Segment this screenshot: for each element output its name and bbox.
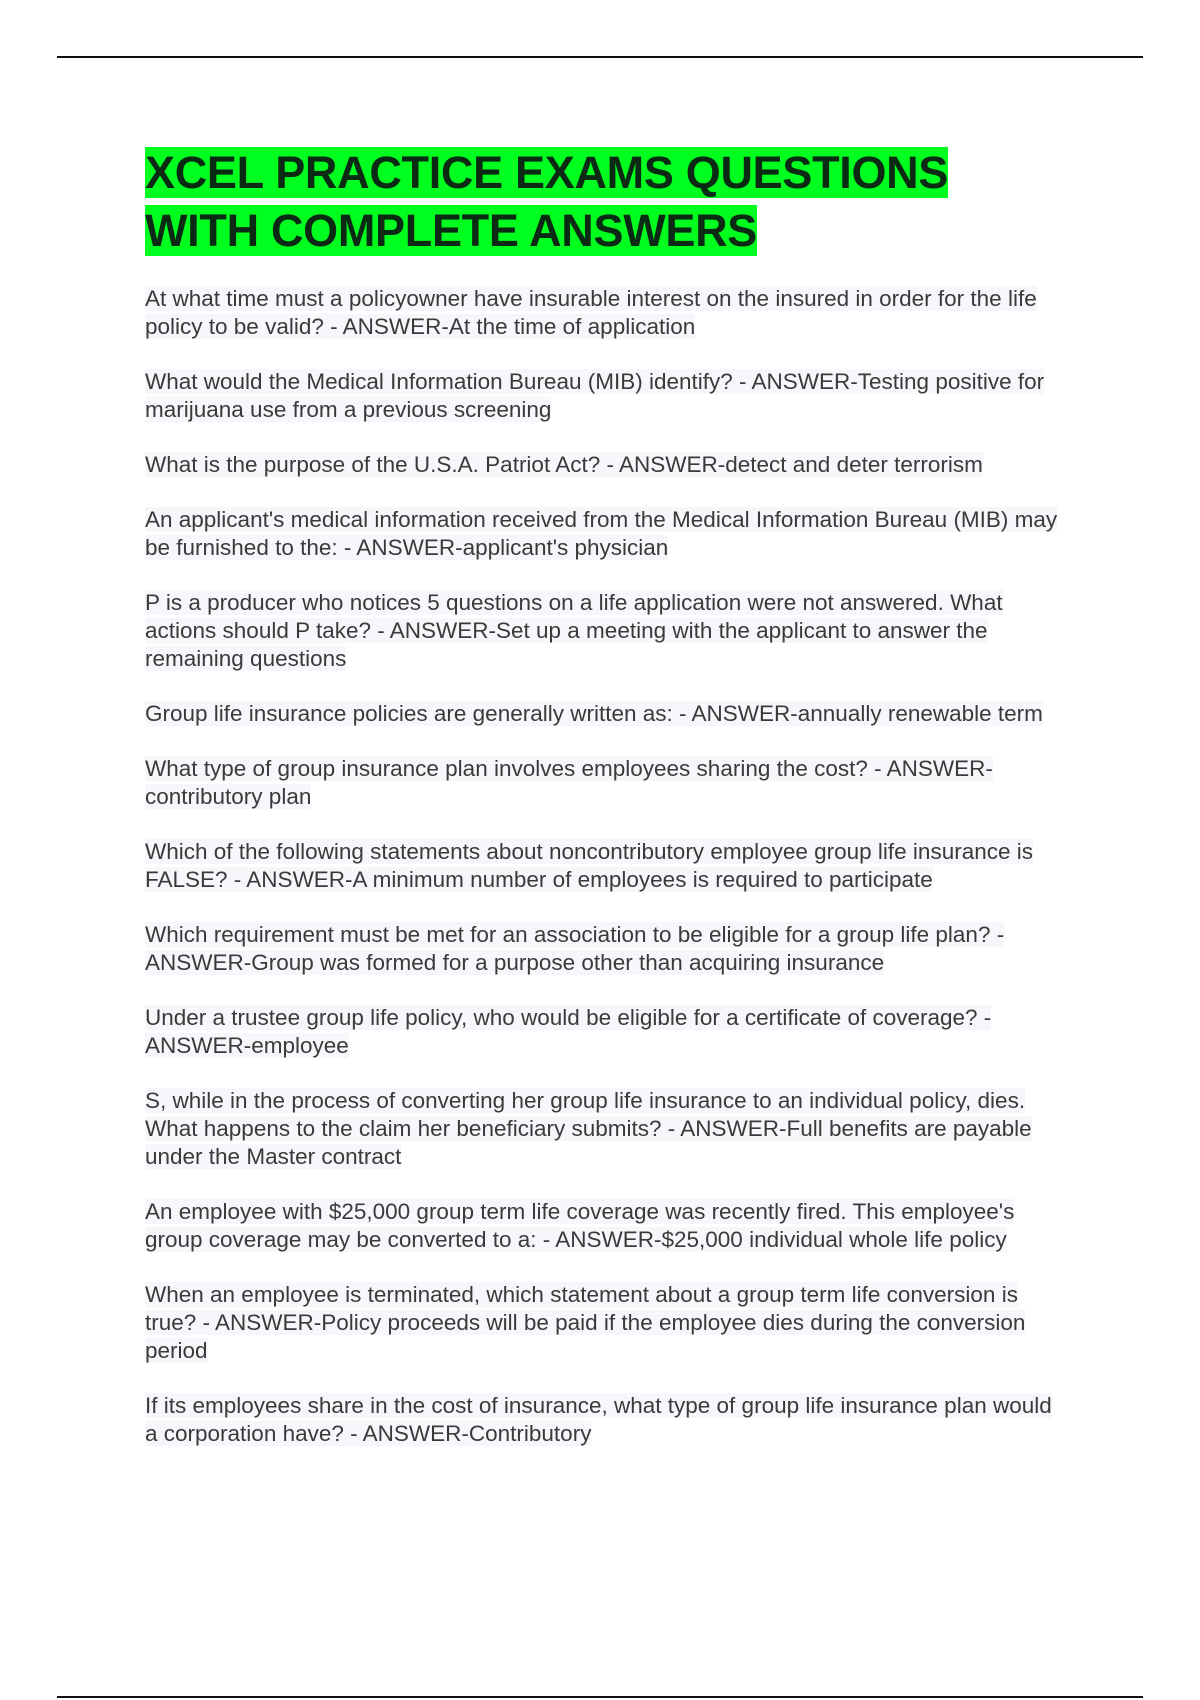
qa-text: What would the Medical Information Bureau (MIB) identify? - ANSWER-Testing positive for marijuana use from a previous screening [145,369,1045,422]
qa-text: S, while in the process of converting her group life insurance to an individual policy, dies. What happens to the claim her beneficiary submits? - ANSWER-Full benefits are payable under the Master contract [145,1088,1032,1169]
qa-item [145,506,1060,562]
qa-text: What type of group insurance plan involves employees sharing the cost? - ANSWER-contributory plan [145,756,993,809]
document-body [145,144,1060,1475]
qa-text: When an employee is terminated, which statement about a group term life conversion is true? - ANSWER-Policy proceeds will be paid if the employee dies during the conversion period [145,1282,1026,1363]
qa-item [145,1198,1060,1254]
qa-text: P is a producer who notices 5 questions on a life application were not answered. What actions should P take? - ANSWER-Set up a meeting with the applicant to answer the remaining questions [145,590,1003,671]
qa-item [145,1004,1060,1060]
qa-text: If its employees share in the cost of insurance, what type of group life insurance plan would a corporation have? - ANSWER-Contributory [145,1393,1052,1446]
qa-item [145,921,1060,977]
qa-text: At what time must a policyowner have insurable interest on the insured in order for the life policy to be valid? - ANSWER-At the time of application [145,286,1037,339]
page-title [145,144,1060,260]
qa-item [145,1392,1060,1448]
qa-item [145,285,1060,341]
qa-item [145,755,1060,811]
qa-item [145,589,1060,673]
qa-text: Which requirement must be met for an association to be eligible for a group life plan? - ANSWER-Group was formed for a purpose other than acquiring insurance [145,922,1005,975]
top-rule [57,56,1143,58]
qa-item [145,368,1060,424]
qa-item [145,451,1060,479]
qa-item [145,1087,1060,1171]
qa-list [145,285,1060,1448]
title-highlight: XCEL PRACTICE EXAMS QUESTIONS WITH COMPLETE ANSWERS [145,147,949,256]
qa-text: Which of the following statements about noncontributory employee group life insurance is FALSE? - ANSWER-A minimum number of employees is required to participate [145,839,1033,892]
qa-text: Under a trustee group life policy, who would be eligible for a certificate of coverage? - ANSWER-employee [145,1005,992,1058]
bottom-rule [57,1696,1143,1698]
qa-text: What is the purpose of the U.S.A. Patriot Act? - ANSWER-detect and deter terrorism [145,452,983,477]
qa-item [145,838,1060,894]
qa-text: Group life insurance policies are generally written as: - ANSWER-annually renewable term [145,701,1043,726]
qa-text: An applicant's medical information received from the Medical Information Bureau (MIB) may be furnished to the: - ANSWER-applicant's physician [145,507,1058,560]
qa-text: An employee with $25,000 group term life coverage was recently fired. This employee's group coverage may be converted to a: - ANSWER-$25,000 individual whole life policy [145,1199,1015,1252]
qa-item [145,1281,1060,1365]
qa-item [145,700,1060,728]
